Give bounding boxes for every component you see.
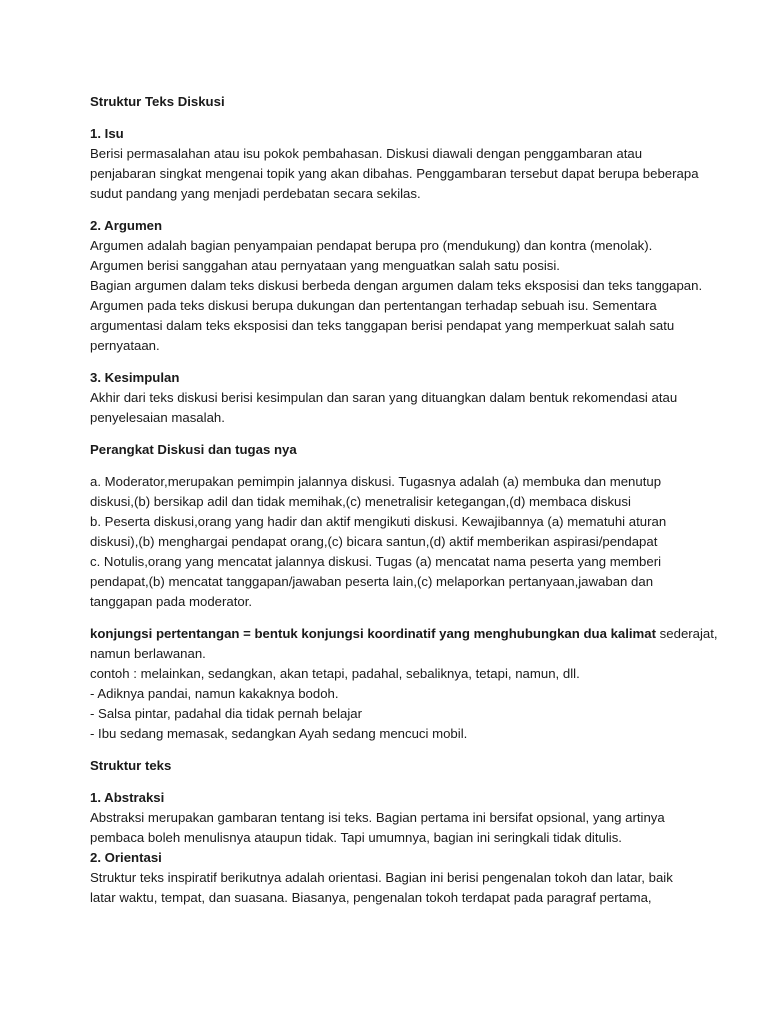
paragraph-line: pendapat,(b) mencatat tanggapan/jawaban peserta lain,(c) melaporkan pertanyaan,jawaban dan xyxy=(90,574,654,589)
section-heading-perangkat: Perangkat Diskusi dan tugas nya xyxy=(90,442,297,457)
paragraph-line: Bagian argumen dalam teks diskusi berbeda dengan argumen dalam teks eksposisi dan teks tanggapan. xyxy=(90,278,703,293)
example-line: - Ibu sedang memasak, sedangkan Ayah sedang mencuci mobil. xyxy=(90,726,468,741)
paragraph-line: Argumen adalah bagian penyampaian pendapat berupa pro (mendukung) dan kontra (menolak). xyxy=(90,238,653,253)
konjungsi-definition-line xyxy=(90,624,718,644)
paragraph-line: a. Moderator,merupakan pemimpin jalannya diskusi. Tugasnya adalah (a) membuka dan menutup xyxy=(90,474,662,489)
paragraph-line: argumentasi dalam teks eksposisi dan teks tanggapan berisi pendapat yang memperkuat salah satu xyxy=(90,318,675,333)
paragraph-line: namun berlawanan. xyxy=(90,646,206,661)
paragraph-line: diskusi),(b) menghargai pendapat orang,(c) bicara santun,(d) aktif memberikan aspirasi/pendapat xyxy=(90,534,658,549)
subsection-heading-abstraksi: 1. Abstraksi xyxy=(90,790,165,805)
section-heading-argumen: 2. Argumen xyxy=(90,218,163,233)
paragraph-line: tanggapan pada moderator. xyxy=(90,594,253,609)
document-page xyxy=(90,92,718,908)
paragraph-line: Argumen pada teks diskusi berupa dukungan dan pertentangan terhadap sebuah isu. Sementara xyxy=(90,298,657,313)
paragraph-line: contoh : melainkan, sedangkan, akan tetapi, padahal, sebaliknya, tetapi, namun, dll. xyxy=(90,666,580,681)
paragraph-line: c. Notulis,orang yang mencatat jalannya diskusi. Tugas (a) mencatat nama peserta yang memberi xyxy=(90,554,662,569)
paragraph-line: penyelesaian masalah. xyxy=(90,410,225,425)
subsection-heading-orientasi: 2. Orientasi xyxy=(90,850,162,865)
paragraph-line: sudut pandang yang menjadi perdebatan secara sekilas. xyxy=(90,186,421,201)
section-heading-isu: 1. Isu xyxy=(90,126,124,141)
paragraph-line: b. Peserta diskusi,orang yang hadir dan aktif mengikuti diskusi. Kewajibannya (a) mematuhi aturan xyxy=(90,514,667,529)
paragraph-line: pernyataan. xyxy=(90,338,160,353)
paragraph-line: Berisi permasalahan atau isu pokok pembahasan. Diskusi diawali dengan penggambaran atau xyxy=(90,146,643,161)
section-heading-struktur-teks: Struktur teks xyxy=(90,758,172,773)
paragraph-line: latar waktu, tempat, dan suasana. Biasanya, pengenalan tokoh terdapat pada paragraf pertama, xyxy=(90,890,652,905)
konjungsi-definition-bold: konjungsi pertentangan = bentuk konjungsi koordinatif yang menghubungkan dua kalimat xyxy=(90,626,657,641)
paragraph-line: Akhir dari teks diskusi berisi kesimpulan dan saran yang dituangkan dalam bentuk rekomendasi atau xyxy=(90,390,678,405)
example-line: - Adiknya pandai, namun kakaknya bodoh. xyxy=(90,686,339,701)
paragraph-line: penjabaran singkat mengenai topik yang akan dibahas. Penggambaran tersebut dapat berupa beberapa xyxy=(90,166,699,181)
document-title: Struktur Teks Diskusi xyxy=(90,94,225,109)
paragraph-line: pembaca boleh menulisnya ataupun tidak. Tapi umumnya, bagian ini seringkali tidak ditulis. xyxy=(90,830,622,845)
paragraph-line: diskusi,(b) bersikap adil dan tidak memihak,(c) menetralisir ketegangan,(d) membaca diskusi xyxy=(90,494,631,509)
paragraph-line: Abstraksi merupakan gambaran tentang isi teks. Bagian pertama ini bersifat opsional, yang artinya xyxy=(90,810,665,825)
konjungsi-definition-rest: sederajat, xyxy=(656,626,718,641)
example-line: - Salsa pintar, padahal dia tidak pernah belajar xyxy=(90,706,362,721)
section-heading-kesimpulan: 3. Kesimpulan xyxy=(90,370,180,385)
paragraph-line: Struktur teks inspiratif berikutnya adalah orientasi. Bagian ini berisi pengenalan tokoh dan latar, baik xyxy=(90,870,673,885)
paragraph-line: Argumen berisi sanggahan atau pernyataan yang menguatkan salah satu posisi. xyxy=(90,258,560,273)
